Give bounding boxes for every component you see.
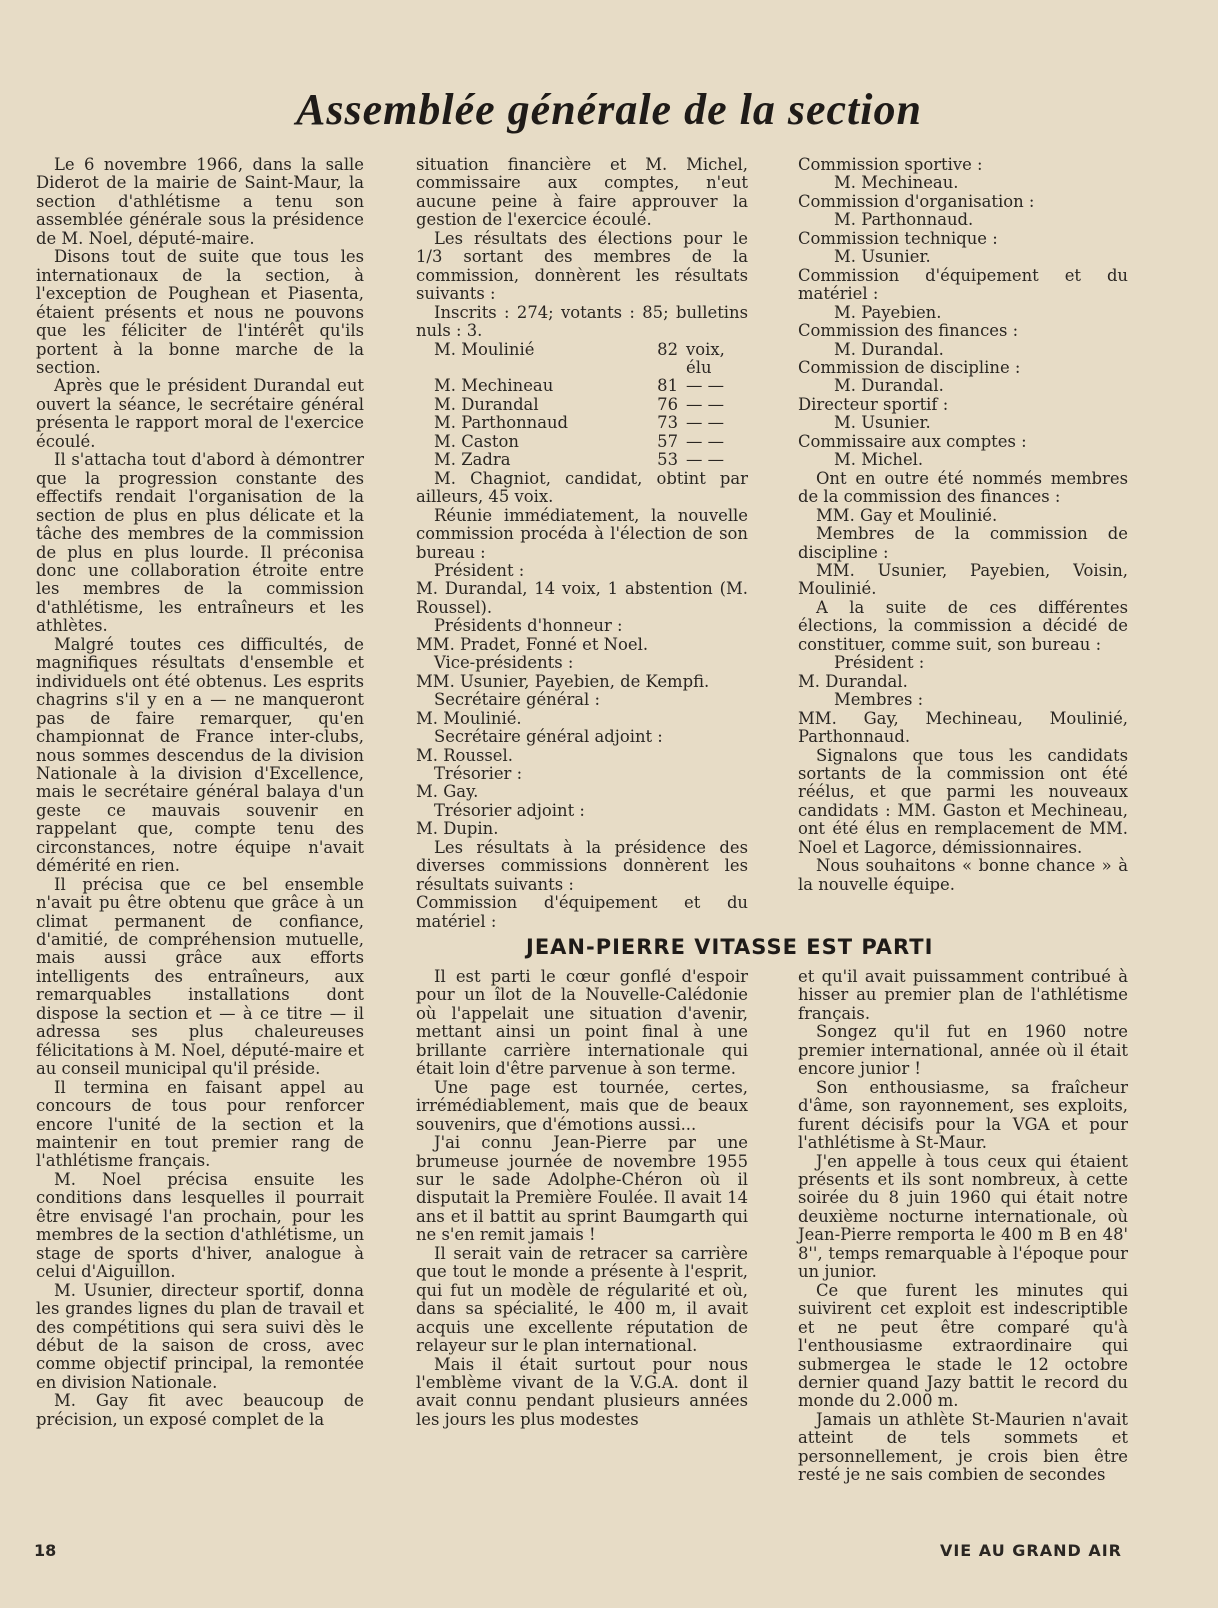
vote-row: M. Durandal 76 — —: [434, 394, 724, 414]
paragraph: Les résultats des élections pour le 1/3 sortant des membres de la commission, donnèrent les résultats suivants :: [416, 228, 748, 304]
paragraph: M. Chagniot, candidat, obtint par ailleurs, 45 voix.: [416, 468, 748, 507]
paragraph: Nous souhaitons « bonne chance » à la nouvelle équipe.: [798, 856, 1128, 894]
paragraph: Réunie immédiatement, la nouvelle commission procéda à l'élection de son bureau :: [416, 505, 748, 562]
paragraph: Il est parti le cœur gonflé d'espoir pour un îlot de la Nouvelle-Calédonie où l'appelait une situation d'avenir, mettant ainsi un point final à une brillante carrière internationale qui était loin d'être parvenue à son terme.: [416, 967, 748, 1079]
paragraph: M. Parthonnaud.: [834, 210, 974, 230]
paragraph: Commission des finances :: [798, 321, 1019, 341]
article-title: Assemblée générale de la section: [296, 85, 922, 134]
column-2: [416, 156, 748, 931]
paragraph: Le 6 novembre 1966, dans la salle Diderot de la mairie de Saint-Maur, la section d'athlétisme a tenu son assemblée générale sous la présidence de M. Noel, député-maire.: [36, 155, 364, 248]
paragraph: M. Durandal, 14 voix, 1 abstention (M. Roussel).: [416, 579, 748, 617]
paragraph: Présidents d'honneur :: [434, 616, 623, 636]
paragraph: Son enthousiasme, sa fraîcheur d'âme, son rayonnement, ses exploits, furent décisifs pour la VGA et pour l'athlétisme à St-Maur.: [798, 1077, 1128, 1153]
vitasse-paragraphs: [798, 968, 1128, 1485]
paragraph: Président :: [434, 560, 525, 580]
paragraph: MM. Usunier, Payebien, de Kempfi.: [416, 671, 710, 691]
paragraph: Jamais un athlète St-Maurien n'avait atteint de tels sommets et personnellement, je crois bien être resté je ne sais combien de secondes: [798, 1409, 1128, 1485]
paragraph: MM. Pradet, Fonné et Noel.: [416, 634, 649, 654]
paragraph: Il serait vain de retracer sa carrière que tout le monde a présente à l'esprit, qui fut un modèle de régularité et où, dans sa spécialité, le 400 m, il avait acquis une excellente réputation de relayeur sur le plan international.: [416, 1243, 748, 1356]
paragraph: Membres :: [834, 690, 924, 710]
paragraph: MM. Gay, Mechineau, Moulinié, Parthonnaud.: [798, 708, 1128, 747]
paragraph: Les résultats à la présidence des diverses commissions donnèrent les résultats suivants :: [416, 837, 748, 894]
paragraph: M. Moulinié.: [416, 708, 522, 728]
paragraph: Disons tout de suite que tous les internationaux de la section, à l'exception de Poughean et Piasenta, étaient présents et nous ne pouvons que les féliciter de l'intérêt qu'ils portent à la bonne marche de la section.: [36, 247, 364, 377]
paragraph: M. Payebien.: [834, 302, 942, 322]
paragraph: Signalons que tous les candidats sortants de la commission ont été réélus, et que parmi les nouveaux candidats : MM. Gaston et Mechineau, ont été élus en remplacement de MM. Noel et Lagorce, démissionnaires.: [798, 745, 1128, 857]
paragraph: M. Dupin.: [416, 819, 499, 839]
paragraph: Trésorier adjoint :: [434, 800, 585, 820]
paragraph: Commission sportive :: [798, 155, 983, 174]
vote-row: M. Parthonnaud 73 — —: [434, 413, 724, 433]
paragraph: Inscrits : 274; votants : 85; bulletins nuls : 3.: [416, 302, 748, 341]
paragraph: J'en appelle à tous ceux qui étaient présents et ils sont nombreux, à cette soirée du 8 juin 1960 qui était notre deuxième nocturne internationale, où Jean-Pierre remporta le 400 m B en 48' 8'', temps remarquable à l'époque pour un junior.: [798, 1151, 1128, 1282]
vote-results: [416, 341, 748, 470]
paragraph: Ont en outre été nommés membres de la commission des finances :: [798, 468, 1128, 507]
paragraph: A la suite de ces différentes élections, la commission a décidé de constituer, comme suit, son bureau :: [798, 597, 1128, 654]
paragraph: Président :: [834, 653, 925, 673]
paragraph: Une page est tournée, certes, irrémédiablement, mais que de beaux souvenirs, que d'émotions aussi...: [416, 1077, 748, 1134]
paragraph: Malgré toutes ces difficultés, de magnifiques résultats d'ensemble et individuels ont été obtenus. Les esprits chagrins s'il y en a — ne manqueront pas de faire remarquer, qu'en championnat de France inter-clubs, nous sommes descendus de la division Nationale à la division d'Excellence, mais le secrétaire général balaya d'un geste ce mauvais souvenir en rappelant que, compte tenu des circonstances, notre équipe n'avait démérité en rien.: [36, 634, 364, 876]
paragraph: M. Roussel.: [416, 745, 513, 765]
vote-row: M. Moulinié 82 voix, élu: [434, 339, 725, 377]
paragraph: situation financière et M. Michel, commissaire aux comptes, n'eut aucune peine à faire approuver la gestion de l'exercice écoulé.: [416, 155, 748, 230]
magazine-name: VIE AU GRAND AIR: [939, 1541, 1122, 1560]
paragraph: Commission d'équipement et du matériel :: [798, 265, 1128, 304]
paragraph: M. Durandal.: [834, 376, 944, 396]
paragraph: et qu'il avait puissamment contribué à hisser au premier plan de l'athlétisme français.: [798, 967, 1128, 1023]
paragraph: Commissaire aux comptes :: [798, 431, 1027, 451]
paragraph: M. Noel précisa ensuite les conditions dans lesquelles il pourrait être envisagé l'an prochain, pour les membres de la section d'athlétisme, un stage de sports d'hiver, analogue à celui d'Aiguillon.: [36, 1169, 364, 1282]
vote-row: M. Caston 57 — —: [434, 431, 724, 451]
paragraph: M. Usunier.: [834, 247, 931, 267]
paragraph: M. Durandal.: [834, 339, 944, 359]
vitasse-column-2: [416, 968, 748, 1429]
column-1: [36, 156, 364, 1429]
paragraph: Après que le président Durandal eut ouvert la séance, le secrétaire général présenta le rapport moral de l'exercice écoulé.: [36, 376, 364, 451]
paragraph: M. Gay.: [416, 782, 479, 802]
vitasse-title: JEAN-PIERRE VITASSE EST PARTI: [526, 935, 934, 959]
paragraph: Il termina en faisant appel au concours de tous pour renforcer encore l'unité de la section et la maintenir en tout premier rang de l'athlétisme français.: [36, 1077, 364, 1171]
vitasse-column-3: [798, 968, 1128, 1485]
paragraph: M. Usunier, directeur sportif, donna les grandes lignes du plan de travail et des compétitions qui sera suivi dès le début de la saison de cross, avec comme objectif principal, la remontée en division Nationale.: [36, 1280, 364, 1392]
page-number: 18: [34, 1541, 57, 1560]
vote-row: M. Mechineau 81 — —: [434, 376, 724, 396]
paragraph: Directeur sportif :: [798, 394, 949, 414]
paragraph: MM. Gay et Moulinié.: [816, 505, 998, 525]
paragraph: Secrétaire général adjoint :: [434, 727, 663, 747]
paragraph: Il précisa que ce bel ensemble n'avait pu être obtenu que grâce à un climat permanent de confiance, d'amitié, de compréhension mutuelle, mais aussi grâce aux efforts intelligents des entraîneurs, aux remarquables installations dont dispose la section et — à ce titre — il adressa ses plus chaleureuses félicitations à M. Noel, député-maire et au conseil municipal qu'il préside.: [36, 874, 364, 1079]
paragraph: Songez qu'il fut en 1960 notre premier international, année où il était encore junior !: [798, 1022, 1128, 1079]
paragraph: M. Usunier.: [834, 413, 931, 433]
paragraph: Membres de la commission de discipline :: [798, 524, 1128, 562]
paragraph: MM. Usunier, Payebien, Voisin, Moulinié.: [798, 560, 1128, 599]
paragraph: Commission de discipline :: [798, 357, 1021, 377]
paragraph: Trésorier :: [434, 763, 523, 783]
paragraph: Secrétaire général :: [434, 690, 601, 710]
paragraph: M. Michel.: [834, 450, 924, 470]
paragraph: Ce que furent les minutes qui suivirent cet exploit est indescriptible et ne peut être comparé qu'à l'enthousiasme extraordinaire qui submergea le stade le 12 octobre dernier quand Jazy battit le record du monde du 2.000 m.: [798, 1280, 1128, 1411]
paragraph: J'ai connu Jean-Pierre par une brumeuse journée de novembre 1955 sur le sade Adolphe-Chéron où il disputait la Première Foulée. Il avait 14 ans et il battit au sprint Baumgarth qui ne s'en remit jamais !: [416, 1133, 748, 1245]
bureau-list: [416, 470, 748, 931]
paragraph: Mais il était surtout pour nous l'emblème vivant de la V.G.A. dont il avait connu pendant plusieurs années les jours les plus modestes: [416, 1354, 748, 1429]
vote-row: M. Zadra 53 — —: [434, 450, 724, 470]
paragraph: Commission d'équipement et du matériel :: [416, 893, 748, 931]
column-3: [798, 156, 1128, 894]
paragraph: Commission technique :: [798, 228, 998, 248]
commission-list: [798, 156, 1128, 894]
paragraph: M. Mechineau.: [834, 173, 959, 193]
paragraph: M. Durandal.: [798, 671, 908, 691]
paragraph: Vice-présidents :: [434, 653, 574, 673]
paragraph: M. Gay fit avec beaucoup de précision, un exposé complet de la: [36, 1391, 364, 1429]
paragraph: Il s'attacha tout d'abord à démontrer que la progression constante des effectifs rendait l'organisation de la section de plus en plus délicate et la tâche des membres de la commission de plus en plus lourde. Il préconisa donc une collaboration étroite entre les membres de la commission d'athlétisme, les entraîneurs et les athlètes.: [36, 450, 364, 636]
paragraph: Commission d'organisation :: [798, 191, 1035, 211]
